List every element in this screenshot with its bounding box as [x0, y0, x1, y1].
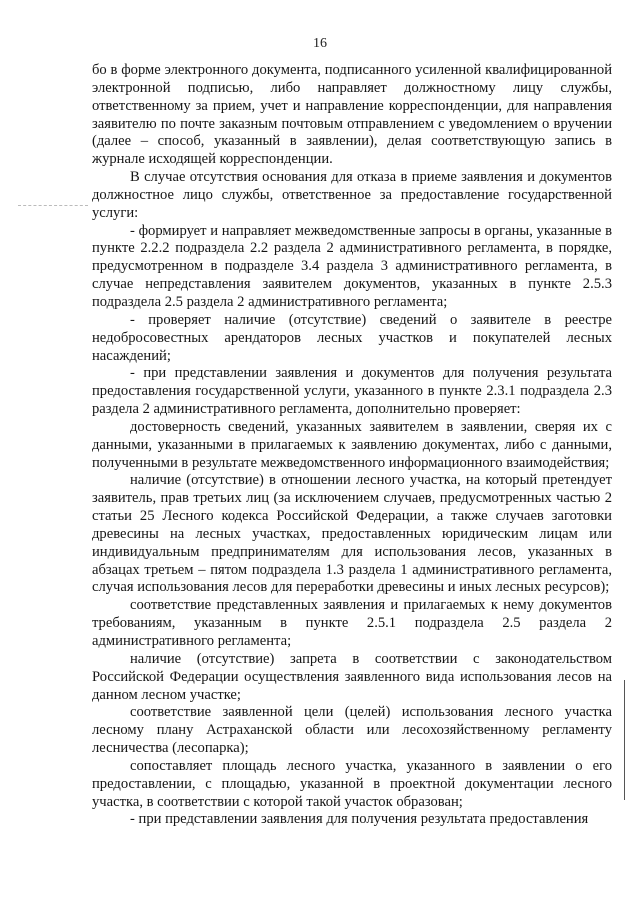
paragraph: - проверяет наличие (отсутствие) сведений о заявителе в реестре недобросовестных арендаторов лесных участков и покупателей лесных насаждений;: [92, 311, 612, 364]
paragraph: - при представлении заявления и документов для получения результата предоставления государственной услуги, указанного в пункте 2.3.1 подраздела 2.3 раздела 2 административного регламента, дополнительно проверяет:: [92, 365, 612, 418]
paragraph: - формирует и направляет межведомственные запросы в органы, указанные в пункте 2.2.2 подраздела 2.2 раздела 2 административного регламента, в порядке, предусмотренном в подразделе 3.4 раздела 3 административного регламента, в случае непредставления заявителем документов, указанных в пункте 2.5.3 подраздела 2.5 раздела 2 административного регламента;: [92, 222, 612, 310]
paragraph: наличие (отсутствие) в отношении лесного участка, на который претендует заявитель, прав третьих лиц (за исключением случаев, предусмотренных частью 2 статьи 25 Лесного кодекса Российской Федерации, а также случаев заготовки древесины на лесных участках, предоставленных юридическим лицам или индивидуальным предпринимателям для использования лесов, указанных в абзацах третьем – пятом подраздела 1.3 раздела 1 административного регламента, случая использования лесов для переработки древесины и иных лесных ресурсов);: [92, 472, 612, 596]
paragraph: соответствие представленных заявления и прилагаемых к нему документов требованиям, указанным в пункте 2.5.1 подраздела 2.5 раздела 2 административного регламента;: [92, 597, 612, 649]
paragraph: соответствие заявленной цели (целей) использования лесного участка лесному плану Астраханской области или лесохозяйственному регламенту лесничества (лесопарка);: [92, 704, 612, 757]
margin-scan-line: [624, 680, 625, 800]
paragraph: - при представлении заявления для получения результата предоставления: [130, 811, 589, 828]
paragraph: бо в форме электронного документа, подписанного усиленной квалифицированной электронной подписью, либо направляет должностному лицу службы, ответственному за прием, учет и направление корреспонденции, для направления заявителю по почте заказным почтовым отправлением с уведомлением о вручении (далее – способ, указанный в заявлении), делая соответствующую запись в журнале исходящей корреспонденции.: [92, 62, 612, 168]
paragraph: сопоставляет площадь лесного участка, указанного в заявлении о его предоставлении, с площадью, указанной в проектной документации лесного участка, в соответствии с которой такой участок образован;: [92, 757, 612, 810]
paragraph: наличие (отсутствие) запрета в соответствии с законодательством Российской Федерации осуществления заявленного вида использования лесов на данном лесном участке;: [92, 650, 612, 703]
document-body: [92, 62, 612, 829]
scan-artifact-mark: [18, 205, 88, 207]
paragraph: достоверность сведений, указанных заявителем в заявлении, сверяя их с данными, указанными в прилагаемых к заявлению документах, либо с данными, полученными в результате межведомственного информационного взаимодействия;: [92, 418, 612, 471]
page-number: 16: [313, 36, 327, 51]
paragraph: В случае отсутствия основания для отказа в приеме заявления и документов должностное лицо службы, ответственное за предоставление государственной услуги:: [92, 169, 612, 221]
